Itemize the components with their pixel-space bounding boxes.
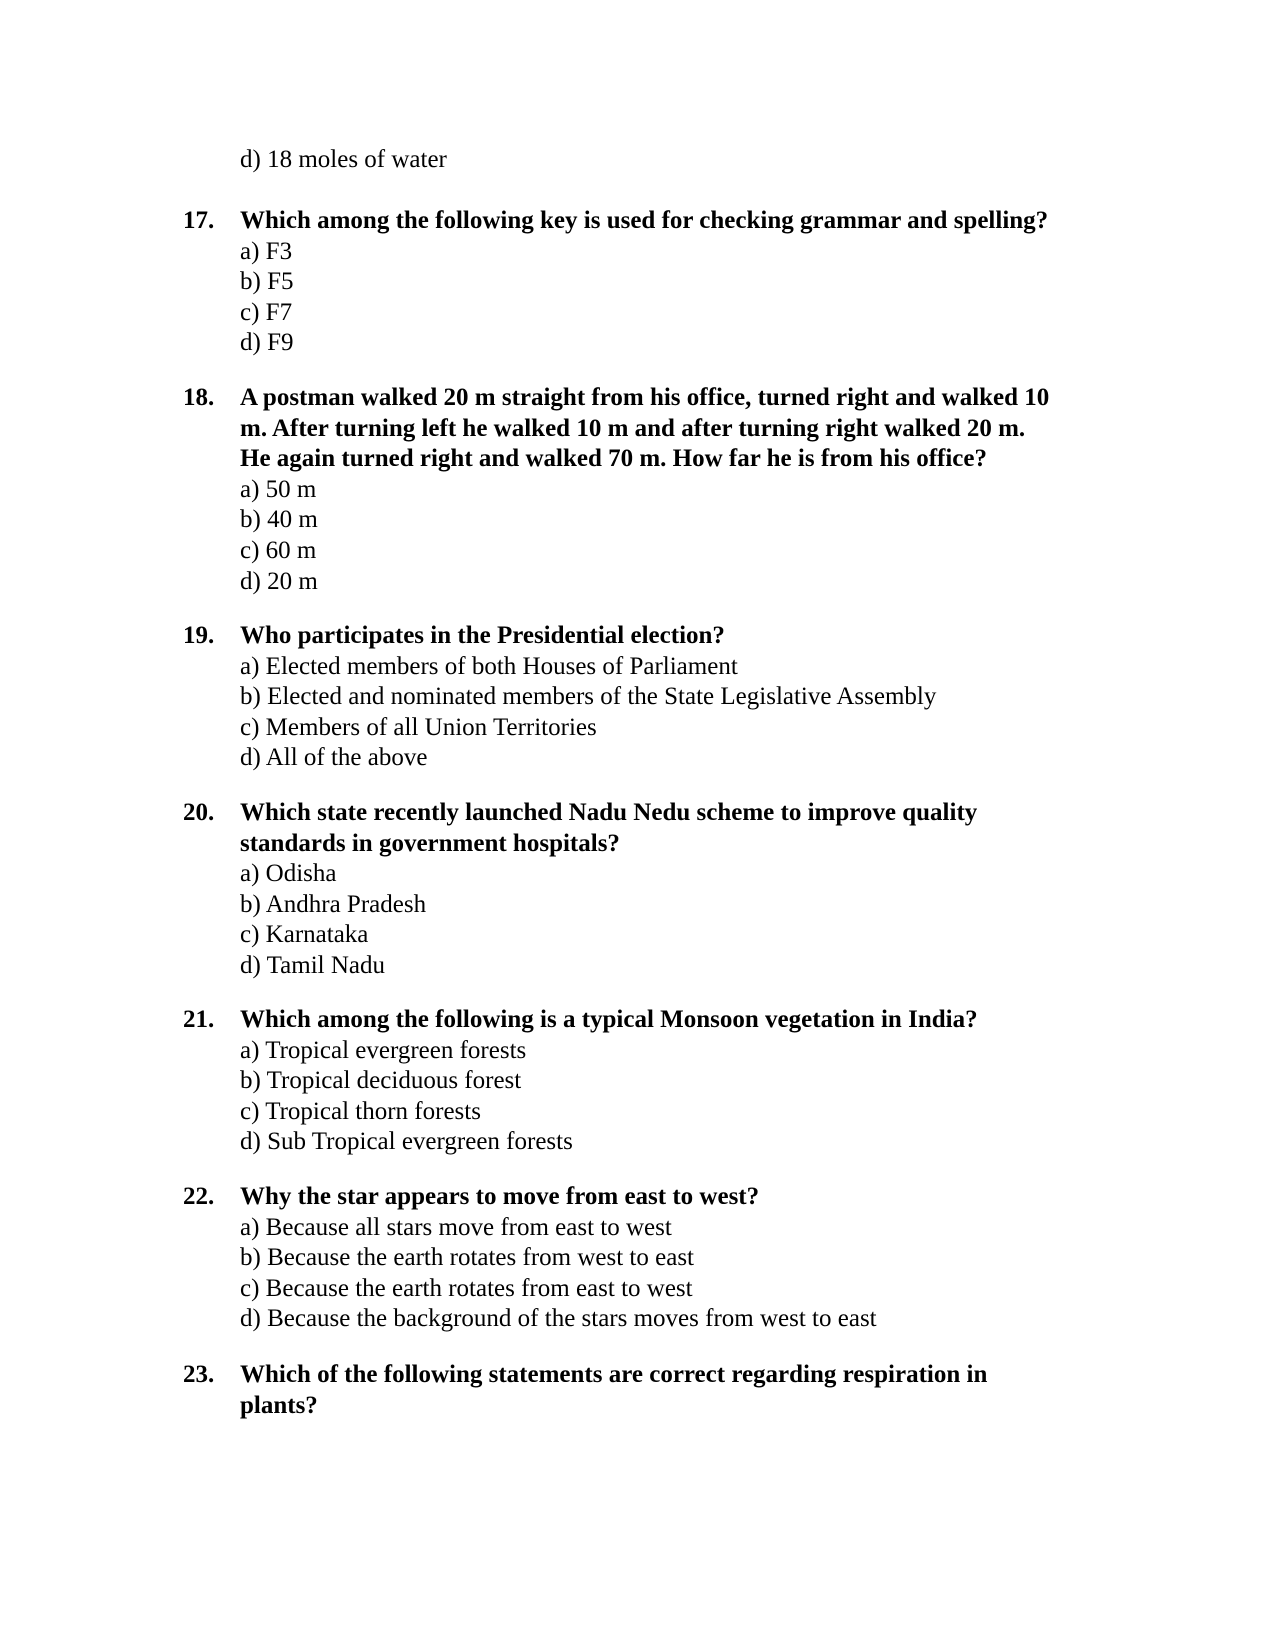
question-text: Which state recently launched Nadu Nedu scheme to improve quality standards in government hospitals? bbox=[240, 799, 978, 857]
option-b: b) Andhra Pradesh bbox=[240, 890, 427, 918]
question-text: Who participates in the Presidential election? bbox=[240, 622, 725, 649]
option-list bbox=[240, 1213, 1123, 1335]
option-a: a) Odisha bbox=[240, 860, 337, 888]
option-a: a) 50 m bbox=[240, 475, 317, 503]
question-text: Which of the following statements are correct regarding respiration in plants? bbox=[240, 1361, 988, 1419]
option-b: b) 40 m bbox=[240, 506, 318, 534]
question-22 bbox=[183, 1182, 1123, 1335]
option-c: c) 60 m bbox=[240, 536, 317, 564]
question-20 bbox=[183, 798, 1123, 982]
question-number: 22. bbox=[183, 1183, 215, 1210]
option-b: b) F5 bbox=[240, 268, 294, 296]
option-list bbox=[240, 475, 1123, 597]
option-b: b) Elected and nominated members of the State Legislative Assembly bbox=[240, 683, 937, 711]
option-c: c) Tropical thorn forests bbox=[240, 1097, 481, 1125]
question-text: A postman walked 20 m straight from his office, turned right and walked 10 m. After turning left he walked 10 m and after turning right walked 20 m. He again turned right and walked 70 m. How far he is from his office? bbox=[240, 384, 1050, 473]
question-text: Which among the following is a typical Monsoon vegetation in India? bbox=[240, 1006, 978, 1033]
question-18 bbox=[183, 383, 1123, 597]
question-21 bbox=[183, 1005, 1123, 1158]
option-d: d) 20 m bbox=[240, 567, 318, 595]
option-d: d) Sub Tropical evergreen forests bbox=[240, 1128, 573, 1156]
question-number: 17. bbox=[183, 207, 215, 234]
carryover-option: d) 18 moles of water bbox=[240, 146, 447, 173]
option-d: d) F9 bbox=[240, 329, 294, 357]
option-c: c) Members of all Union Territories bbox=[240, 713, 597, 741]
question-text: Which among the following key is used for checking grammar and spelling? bbox=[240, 207, 1049, 234]
option-b: b) Tropical deciduous forest bbox=[240, 1067, 522, 1095]
question-text: Why the star appears to move from east to west? bbox=[240, 1183, 760, 1210]
question-17 bbox=[183, 206, 1123, 359]
question-number: 18. bbox=[183, 384, 215, 411]
option-d: d) Because the background of the stars moves from west to east bbox=[240, 1305, 877, 1333]
option-a: a) Because all stars move from east to west bbox=[240, 1213, 672, 1241]
option-c: c) Karnataka bbox=[240, 921, 369, 949]
question-23 bbox=[183, 1360, 1123, 1421]
option-c: c) F7 bbox=[240, 298, 293, 326]
option-a: a) Tropical evergreen forests bbox=[240, 1036, 527, 1064]
option-list bbox=[240, 1036, 1123, 1158]
option-c: c) Because the earth rotates from east to west bbox=[240, 1274, 693, 1302]
option-a: a) F3 bbox=[240, 237, 293, 265]
question-number: 21. bbox=[183, 1006, 215, 1033]
option-list bbox=[240, 859, 1123, 981]
option-a: a) Elected members of both Houses of Parliament bbox=[240, 652, 738, 680]
option-b: b) Because the earth rotates from west to east bbox=[240, 1244, 694, 1272]
question-number: 19. bbox=[183, 622, 215, 649]
option-list bbox=[240, 237, 1123, 359]
option-d: d) All of the above bbox=[240, 744, 428, 772]
option-d: d) Tamil Nadu bbox=[240, 951, 385, 979]
question-number: 23. bbox=[183, 1361, 215, 1388]
question-19 bbox=[183, 621, 1123, 774]
option-list bbox=[240, 652, 1123, 774]
question-number: 20. bbox=[183, 799, 215, 826]
